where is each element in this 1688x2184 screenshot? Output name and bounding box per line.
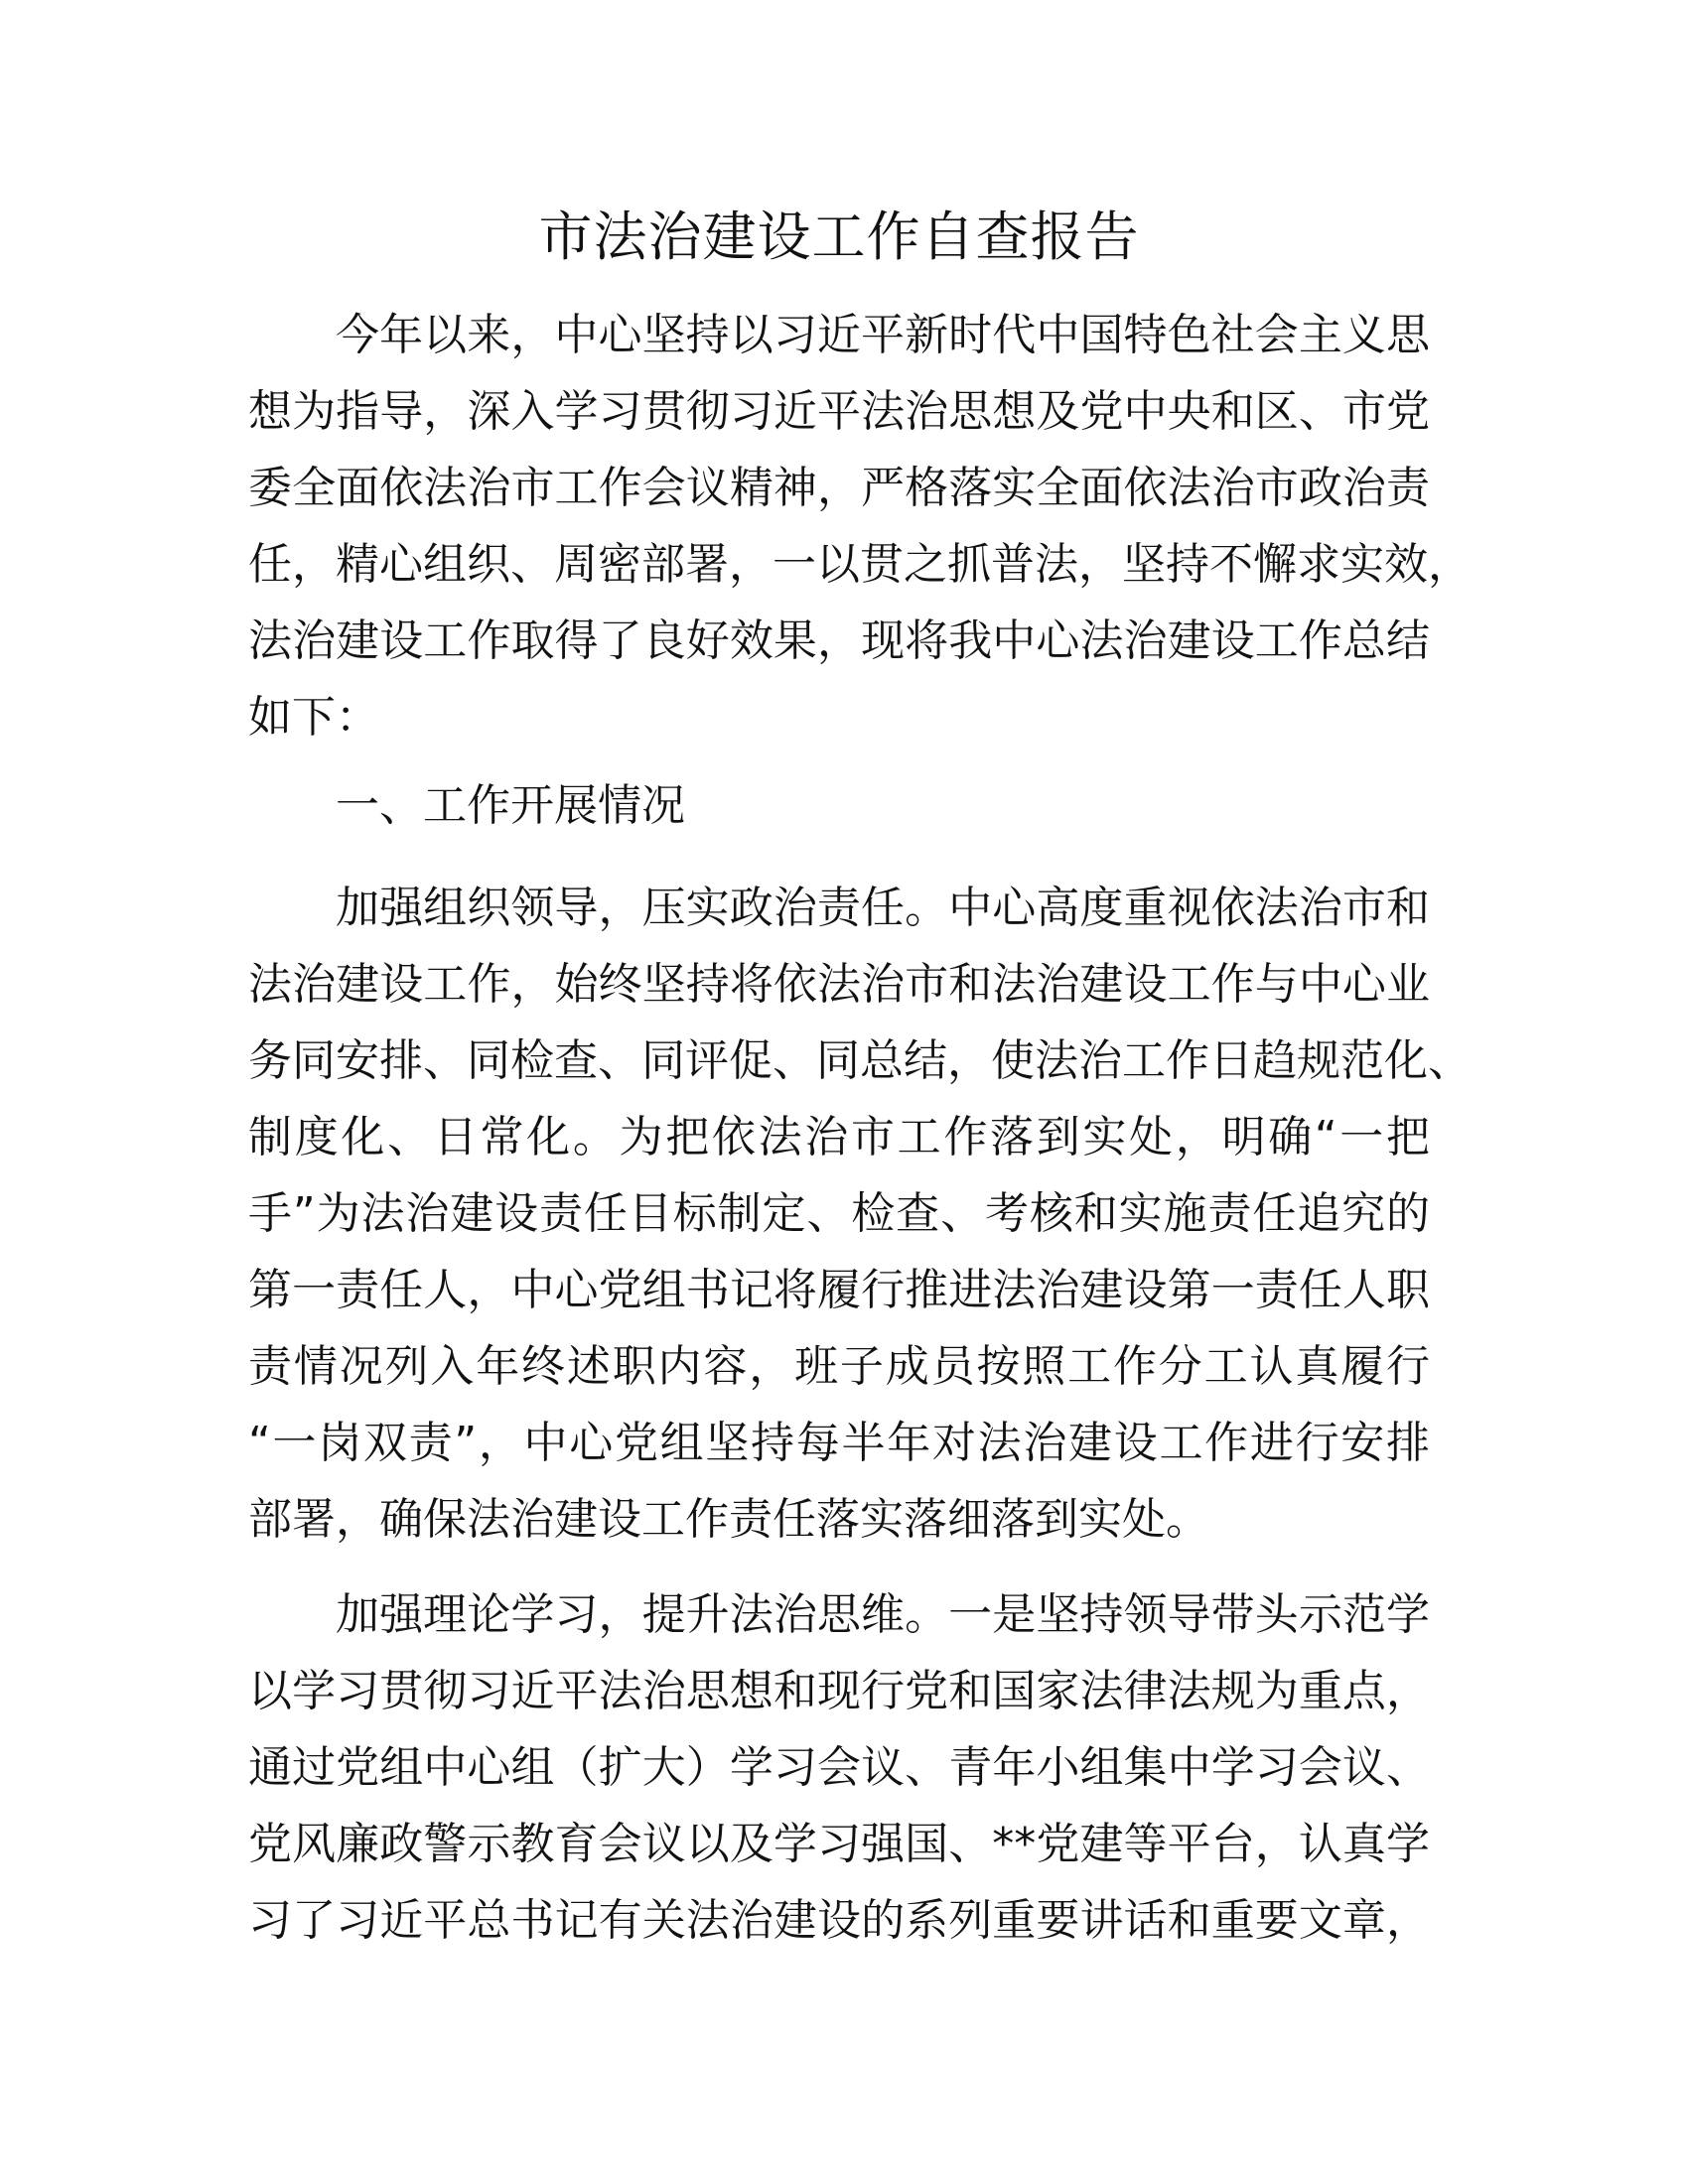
paragraph-intro: [248, 297, 1472, 755]
text-line: 以学习贯彻习近平法治思想和现行党和国家法律法规为重点，: [248, 1666, 1430, 1716]
text-line: 想为指导，深入学习贯彻习近平法治思想及党中央和区、市党: [248, 386, 1430, 437]
text-line: 如下：: [248, 692, 379, 743]
text-line: 部署，确保法治建设工作责任落实落细落到实处。: [248, 1494, 1209, 1545]
text-line: 加强组织领导，压实政治责任。中心高度重视依法治市和: [336, 883, 1430, 933]
document-title: 市法治建设工作自查报告: [538, 205, 1140, 268]
text-line: 手”为法治建设责任目标制定、检查、考核和实施责任追究的: [248, 1188, 1430, 1239]
document-page: [248, 199, 1472, 1959]
text-line: 第一责任人，中心党组书记将履行推进法治建设第一责任人职: [248, 1265, 1430, 1315]
text-line: 法治建设工作取得了良好效果，现将我中心法治建设工作总结: [248, 615, 1430, 666]
text-line: 委全面依法治市工作会议精神，严格落实全面依法治市政治责: [248, 463, 1430, 513]
text-line: 今年以来，中心坚持以习近平新时代中国特色社会主义思: [336, 310, 1430, 360]
section-heading: 一、工作开展情况: [336, 780, 685, 831]
text-line: “一岗双责”，中心党组坚持每半年对法治建设工作进行安排: [248, 1418, 1430, 1468]
text-line: 习了习近平总书记有关法治建设的系列重要讲话和重要文章，: [248, 1895, 1430, 1946]
text-line: 加强理论学习，提升法治思维。一是坚持领导带头示范学: [336, 1589, 1430, 1640]
text-line: 法治建设工作，始终坚持将依法治市和法治建设工作与中心业: [248, 959, 1430, 1010]
text-line: 党风廉政警示教育会议以及学习强国、**党建等平台，认真学: [248, 1819, 1430, 1869]
text-line: 责情况列入年终述职内容，班子成员按照工作分工认真履行: [248, 1341, 1430, 1392]
paragraph-organization-leadership: [248, 870, 1472, 1558]
text-line: 制度化、日常化。为把依法治市工作落到实处，明确“一把: [248, 1112, 1430, 1162]
text-line: 务同安排、同检查、同评促、同总结，使法治工作日趋规范化、: [248, 1035, 1472, 1086]
paragraph-theory-study: [248, 1576, 1430, 1959]
text-line: 通过党组中心组（扩大）学习会议、青年小组集中学习会议、: [248, 1742, 1430, 1793]
text-line: 任，精心组织、周密部署，一以贯之抓普法，坚持不懈求实效，: [248, 539, 1472, 590]
